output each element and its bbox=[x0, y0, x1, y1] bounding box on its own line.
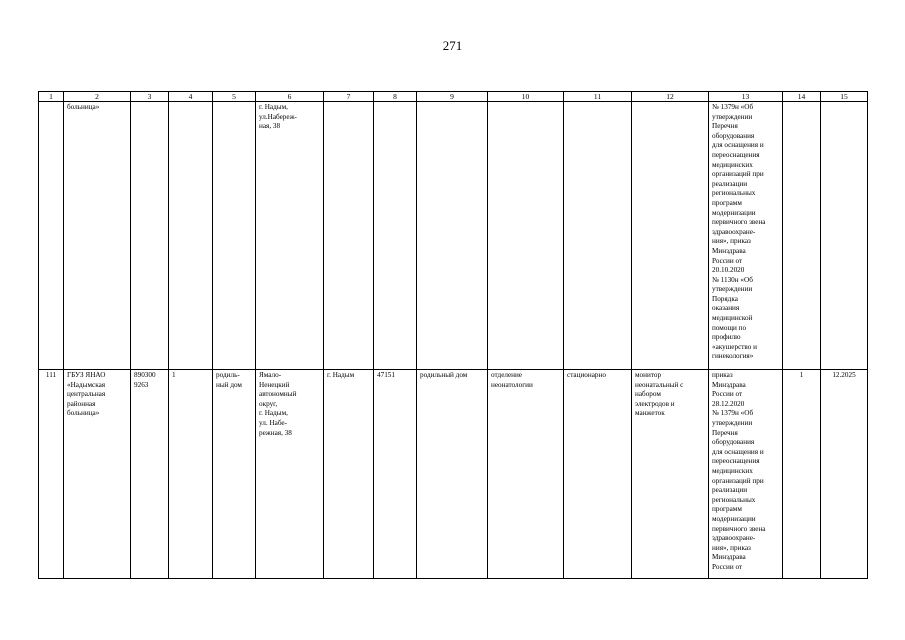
table-cell bbox=[213, 102, 256, 370]
column-number: 14 bbox=[783, 92, 821, 102]
table-cell bbox=[39, 102, 64, 370]
table-cell bbox=[131, 102, 169, 370]
page-number: 271 bbox=[442, 38, 463, 53]
column-number: 15 bbox=[821, 92, 868, 102]
table-row bbox=[39, 102, 868, 370]
table-cell: стационарно bbox=[564, 370, 632, 579]
table-cell bbox=[783, 102, 821, 370]
table-cell: г. Надым, ул.Набереж- ная, 38 bbox=[256, 102, 324, 370]
table-cell: ГБУЗ ЯНАО «Надымская центральная районная больница» bbox=[64, 370, 131, 579]
table-cell bbox=[821, 102, 868, 370]
column-number: 8 bbox=[374, 92, 417, 102]
column-number: 11 bbox=[564, 92, 632, 102]
column-number: 6 bbox=[256, 92, 324, 102]
table-cell: Ямало- Ненецкий автономный округ, г. Надым, ул. Набе- режная, 38 bbox=[256, 370, 324, 579]
table-cell bbox=[417, 102, 488, 370]
table-cell bbox=[374, 102, 417, 370]
table-cell bbox=[324, 102, 374, 370]
table-cell: родильный дом bbox=[417, 370, 488, 579]
table-cell: родиль- ный дом bbox=[213, 370, 256, 579]
table-cell: г. Надым bbox=[324, 370, 374, 579]
column-number: 12 bbox=[632, 92, 709, 102]
table-cell: 1 bbox=[783, 370, 821, 579]
data-table bbox=[38, 91, 868, 579]
table-cell: монитор неонатальный с набором электродов и манжеток bbox=[632, 370, 709, 579]
table-cell: 12.2025 bbox=[821, 370, 868, 579]
table-cell: отделение неонатологии bbox=[488, 370, 564, 579]
column-number: 1 bbox=[39, 92, 64, 102]
table-cell: 47151 bbox=[374, 370, 417, 579]
table-cell bbox=[632, 102, 709, 370]
table-cell: 1 bbox=[169, 370, 213, 579]
table-cell: № 1379н «Об утверждении Перечня оборудования для оснащения и переоснащения медицинских организаций при реализации региональных программ модернизации первичного звена здравоохране- ния», приказ Минздрава России от 20.10.2020 № 1130н «Об утверждении Порядка оказания медицинской помощи по профилю «акушерство и гинекология» bbox=[709, 102, 783, 370]
table-cell bbox=[564, 102, 632, 370]
column-number: 7 bbox=[324, 92, 374, 102]
table-cell: 890300 9263 bbox=[131, 370, 169, 579]
table-cell: 111 bbox=[39, 370, 64, 579]
column-number-row bbox=[39, 92, 868, 102]
table-cell: приказ Минздрава России от 28.12.2020 № 1379н «Об утверждении Перечня оборудования для оснащения и переоснащения медицинских организаций при реализации региональных программ модернизации первичного звена здравоохране- ния», приказ Минздрава России от bbox=[709, 370, 783, 579]
table-cell bbox=[169, 102, 213, 370]
column-number: 10 bbox=[488, 92, 564, 102]
table-cell bbox=[488, 102, 564, 370]
column-number: 4 bbox=[169, 92, 213, 102]
column-number: 2 bbox=[64, 92, 131, 102]
column-number: 13 bbox=[709, 92, 783, 102]
column-number: 9 bbox=[417, 92, 488, 102]
table-row bbox=[39, 370, 868, 579]
table-cell: больница» bbox=[64, 102, 131, 370]
column-number: 5 bbox=[213, 92, 256, 102]
column-number: 3 bbox=[131, 92, 169, 102]
